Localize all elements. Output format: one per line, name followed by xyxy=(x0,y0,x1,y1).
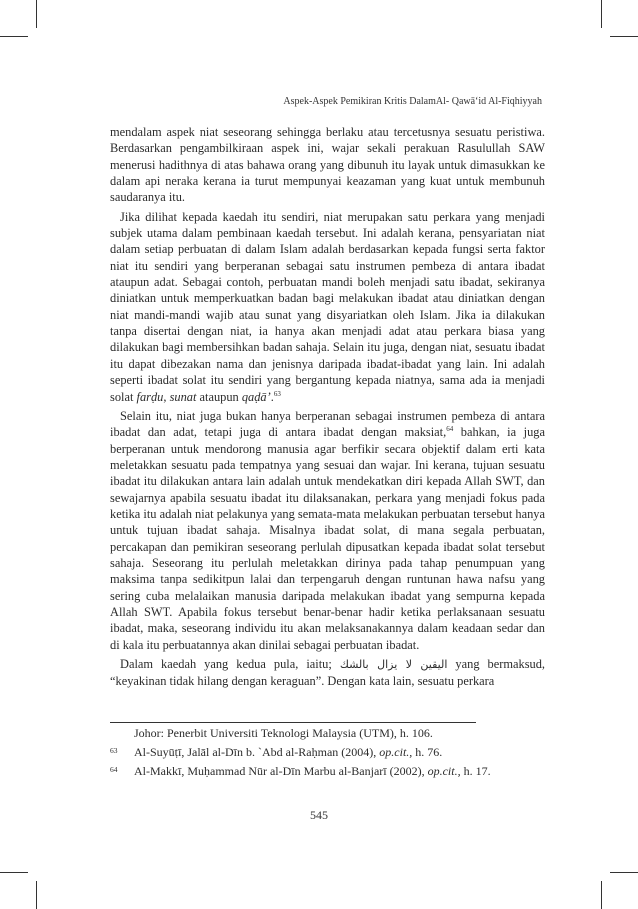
footnote-ref-64[interactable]: 64 xyxy=(446,425,454,434)
footnote-text xyxy=(134,764,491,779)
running-header: Aspek-Aspek Pemikiran Kritis DalamAl- Qawā‘id Al-Fiqhiyyah xyxy=(283,96,542,107)
separator: , xyxy=(163,389,170,404)
footnote-63-opcit: op.cit., xyxy=(379,745,413,759)
crop-mark xyxy=(610,36,638,37)
paragraph-3 xyxy=(110,408,545,653)
paragraph-1: mendalam aspek niat seseorang sehingga berlaku atau tercetusnya sesuatu peristiwa. Berdasarkan pengambilkiraan aspek ini, wajar sekali perakuan Rasulullah SAW menerusi hadithnya di atas bahawa orang yang dibunuh itu layak untuk dimasukkan ke dalam api neraka kerana ia turut mempunyai keazaman yang kuat untuk membunuh saudaranya itu. xyxy=(110,125,545,205)
conjunction: ataupun xyxy=(196,389,242,404)
crop-mark xyxy=(601,0,602,28)
footnote-63-page: h. 76. xyxy=(412,745,443,759)
term-fardu: farḍu xyxy=(136,389,164,404)
footnote-number: 63 xyxy=(110,746,118,755)
paragraph-2 xyxy=(110,209,545,405)
footnote-text xyxy=(134,745,442,760)
term-qada: qaḍā’ xyxy=(241,389,271,404)
crop-mark xyxy=(0,36,28,37)
crop-mark xyxy=(610,872,638,873)
paragraph-3-text-b: bahkan, ia juga berperanan untuk mendorong manusia agar berfikir secara objektif dalam erti kata meletakkan sesuatu pada tempatnya yang sesuai dan wajar. Ini kerana, tujuan sesuatu ibadat itu dilakukan antara lain adalah untuk mendekatkan diri kepada Allah SWT, dan sewajarnya apabila sesuatu ibadat itu dilaksanakan, perkara yang menjadi fokus pada ketika itu adalah niat pelakunya yang semata-mata melakukan perbuatan tersebut hanya untuk tujuan ibadat sahaja. Misalnya ibadat solat, di mana segala perbuatan, percakapan dan pemikiran seseorang perlulah dipusatkan kepada ibadat solat tersebut sahaja. Seseorang itu perlulah meletakkan dirinya pada tahap penumpuan yang maksima tanpa sedikitpun lalai dan terpengaruh dengan runtunan hawa nafsu yang sering cuba melalaikan manusia daripada melakukan ibadat yang sempurna kepada Allah SWT. Apabila fokus tersebut benar-benar hadir ketika perlaksanaan sesuatu ibadat, maka, seseorang individu itu akan melaksanakannya dalam keadaan sedar dan di kala itu perbuatannya akan dinilai sebagai perbuatan ibadat. xyxy=(110,425,545,652)
crop-mark xyxy=(601,881,602,909)
period: . xyxy=(270,389,274,404)
crop-mark xyxy=(36,0,37,28)
footnote-continued-text: Johor: Penerbit Universiti Teknologi Malaysia (UTM), h. 106. xyxy=(134,726,433,740)
footnote-divider xyxy=(110,722,476,723)
footnote-number: 64 xyxy=(110,765,118,774)
term-sunat: sunat xyxy=(169,389,197,404)
paragraph-2-text: Jika dilihat kepada kaedah itu sendiri, niat merupakan satu perkara yang menjadi subjek utama dalam pembinaan kaedah tersebut. Ini adalah kerana, pensyariatan niat dalam setiap perbuatan di dalam Islam adalah berdasarkan kepada fungsi serta faktor niat itu sendiri yang berperanan sebagai satu instrumen pembeza di antara ibadat ataupun adat. Sebagai contoh, perbuatan mandi boleh menjadi satu ibadat, sekiranya diniatkan untuk memperkuatkan badan bagi melakukan ibadat atau diniatkan dengan niat mandi-mandi wajib atau sunat yang disyariatkan oleh Islam. Jika ia dilakukan tanpa disertai dengan niat, ia hanya akan menjadi adat atau perkara biasa yang dilakukan bagi membersihkan badan sahaja. Selain itu juga, dengan niat, sesuatu ibadat itu dapat dibezakan nama dan jenisnya daripada ibadat-ibadat yang lain. Ini adalah seperti ibadat solat itu sendiri yang bergantung kepada niatnya, sama ada ia menjadi solat xyxy=(110,209,545,404)
crop-mark xyxy=(36,881,37,909)
footnote-ref-63[interactable]: 63 xyxy=(273,389,281,398)
footnote-64-author: Al-Makkī, Muḥammad Nūr al-Dīn Marbu al-Banjarī (2002), xyxy=(134,764,428,778)
footnote-63-author: Al-Suyūṭī, Jalāl al-Dīn b. `Abd al-Raḥman (2004), xyxy=(134,745,380,759)
paragraph-4 xyxy=(110,656,545,690)
paragraph-3-text-a: Selain itu, niat juga bukan hanya berperanan sebagai instrumen pembeza di antara ibadat dan adat, tetapi juga di antara ibadat dengan maksiat, xyxy=(110,408,545,440)
paragraph-4-text-a: Dalam kaedah yang kedua pula, iaitu; xyxy=(120,657,340,671)
crop-mark xyxy=(0,872,28,873)
page-number: 545 xyxy=(310,808,328,822)
arabic-maxim: اليقين لا يزال بالشك xyxy=(339,658,448,671)
main-text xyxy=(110,124,545,693)
footnote-64-opcit: op.cit., xyxy=(427,764,461,778)
footnote-64-page: h. 17. xyxy=(460,764,491,778)
paragraph-4-text-b: yang bermaksud, “keyakinan tidak hilang dengan keraguan”. Dengan kata lain, sesuatu perkara xyxy=(110,657,546,689)
